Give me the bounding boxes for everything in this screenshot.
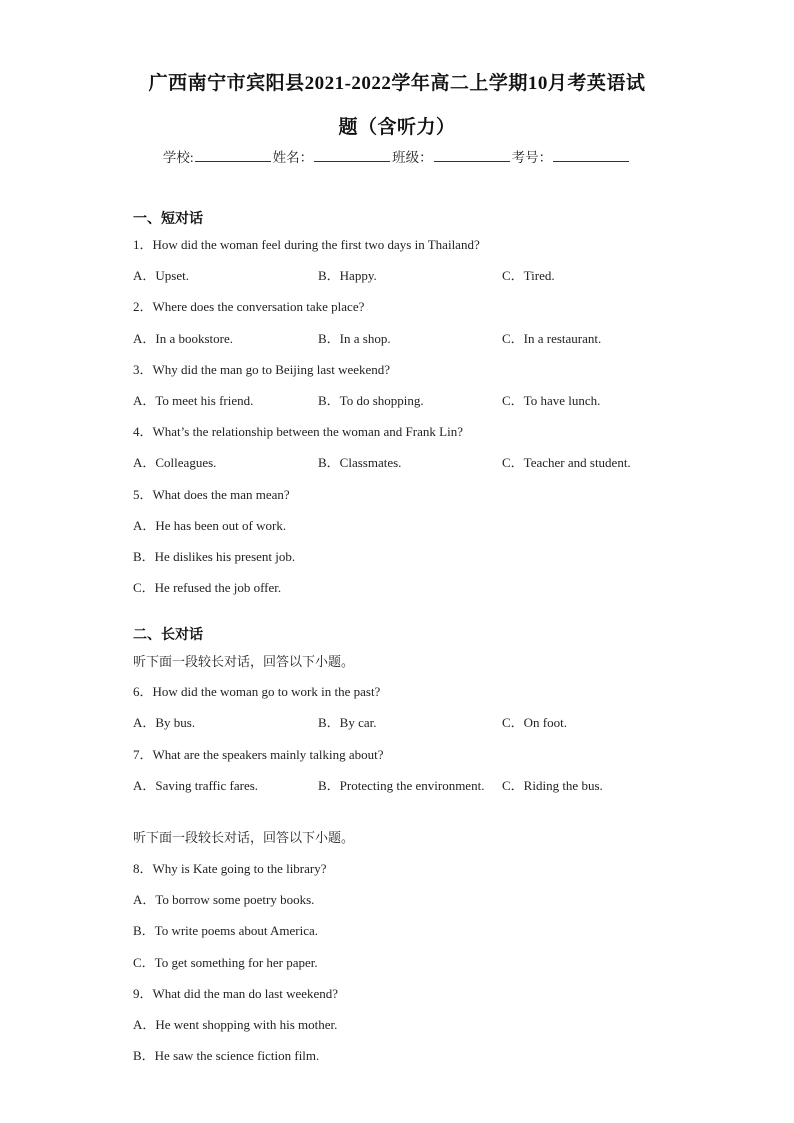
instruction-1: 听下面一段较长对话，回答以下小题。 (133, 655, 355, 670)
question-9: 9．What did the man do last weekend? (133, 986, 339, 1001)
question-5: 5．What does the man mean? (133, 487, 290, 502)
q7-option-b[interactable]: B．Protecting the environment. (318, 778, 485, 793)
q1-option-b[interactable]: B．Happy. (318, 268, 377, 283)
doc-title-line2: 题（含听力） (338, 117, 456, 138)
q7-option-a[interactable]: A．Saving traffic fares. (133, 778, 259, 793)
q7-option-c[interactable]: C．Riding the bus. (502, 778, 603, 793)
student-info-line (0, 146, 794, 166)
q3-option-a[interactable]: A．To meet his friend. (133, 393, 254, 408)
q1-option-a[interactable]: A．Upset. (133, 268, 189, 283)
question-1: 1．How did the woman feel during the first two days in Thailand? (133, 237, 480, 252)
q6-option-c[interactable]: C．On foot. (502, 715, 568, 730)
q2-option-c[interactable]: C．In a restaurant. (502, 331, 602, 346)
question-4: 4．What’s the relationship between the woman and Frank Lin? (133, 424, 463, 439)
question-3: 3．Why did the man go to Beijing last weekend? (133, 362, 391, 377)
q6-option-b[interactable]: B．By car. (318, 715, 377, 730)
instruction-2: 听下面一段较长对话，回答以下小题。 (133, 831, 355, 846)
q2-option-b[interactable]: B．In a shop. (318, 331, 391, 346)
question-7: 7．What are the speakers mainly talking about? (133, 747, 384, 762)
school-label: 学校: (162, 150, 194, 165)
school-blank[interactable] (195, 149, 271, 162)
q1-option-c[interactable]: C．Tired. (502, 268, 555, 283)
q9-option-a[interactable]: A．He went shopping with his mother. (133, 1017, 338, 1032)
name-blank[interactable] (314, 149, 390, 162)
question-8: 8．Why is Kate going to the library? (133, 861, 327, 876)
question-2: 2．Where does the conversation take place? (133, 299, 365, 314)
q4-option-b[interactable]: B．Classmates. (318, 455, 402, 470)
q8-option-b[interactable]: B．To write poems about America. (133, 923, 319, 938)
q2-option-a[interactable]: A．In a bookstore. (133, 331, 234, 346)
q4-option-a[interactable]: A．Colleagues. (133, 455, 217, 470)
question-6: 6．How did the woman go to work in the past? (133, 684, 381, 699)
exam-no-blank[interactable] (553, 149, 629, 162)
class-label: 班级： (392, 150, 433, 165)
q5-option-c[interactable]: C．He refused the job offer. (133, 580, 282, 595)
q3-option-c[interactable]: C．To have lunch. (502, 393, 601, 408)
q4-option-c[interactable]: C．Teacher and student. (502, 455, 631, 470)
name-label: 姓名： (272, 150, 314, 165)
q8-option-a[interactable]: A．To borrow some poetry books. (133, 892, 315, 907)
class-blank[interactable] (434, 149, 510, 162)
q9-option-b[interactable]: B．He saw the science fiction film. (133, 1048, 320, 1063)
q6-option-a[interactable]: A．By bus. (133, 715, 196, 730)
section-long-dialogues: 二、长对话 (133, 627, 203, 643)
q5-option-b[interactable]: B．He dislikes his present job. (133, 549, 296, 564)
doc-title-line1: 广西南宁市宾阳县2021-2022学年高二上学期10月考英语试 (148, 73, 646, 94)
q8-option-c[interactable]: C．To get something for her paper. (133, 955, 318, 970)
exam-no-label: 考号： (511, 150, 553, 165)
q3-option-b[interactable]: B．To do shopping. (318, 393, 424, 408)
section-short-dialogues: 一、短对话 (133, 211, 203, 227)
q5-option-a[interactable]: A．He has been out of work. (133, 518, 287, 533)
